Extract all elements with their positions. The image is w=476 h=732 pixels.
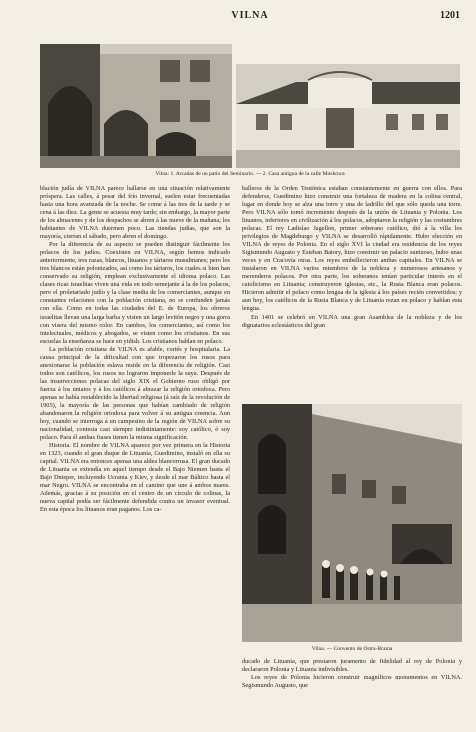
convent-photo-caption: Vilna. — Convento de Ostra-Brama (311, 646, 393, 652)
photo-old-house-moskowa (236, 64, 460, 168)
top-photo-caption: Vilna: 1. Arcadas de un patio del Seminario. — 2. Casa antigua de la calle Moskowa (155, 171, 345, 177)
paragraph: Los reyes de Polonia hicieron construir magníficos monumentos en VILNA. Segismundo Augusto, que (242, 674, 462, 690)
paragraph: ducado de Lituania, que prestaron juramento de fidelidad al rey de Polonia y declararon Polonia y Lituania indivisibles. (242, 658, 462, 674)
running-header (40, 10, 460, 24)
photo-seminary-arcades (40, 44, 232, 168)
paragraph: Historia. El nombre de VILNA aparece por vez primera en la Historia en 1323, cuando el gran duque de Lituania, Guedimino, instaló en ella su capital. VILNA era entonces apenas una aldea blancorrusa. El gran ducado de Lituania se extendía en aquel tiempo desde el Bajo Niemen hasta el Bajo Dnieper, incluyendo Ucrania y Kiev, y desde el mar Báltico hasta el mar Negro. VILNA se encontraba en el camino que une á ambos mares. Además, gracias á su posición en el centro de un círculo de colinas, la nueva capital podía ser fácilmente defendida contra un invasor eventual. En esta época los lituanos eran paganos. Los ca- (40, 442, 230, 514)
paragraph: balleros de la Orden Teutónica estaban constantemente en guerra con ellos. Para defenderse, Guedimino hizo construir una fortaleza de madera en la colina central, lugar en donde hoy se alza una torre y una de ladrillo del que sólo queda una torre. Pero VILNA sólo tomó incremento después de la unión de Lituania y Polonia. Los lituanos, inferiores en civilización á los polacos, adoptaron la religión y las costumbres polacas. El rey Ladislao Jagellon, primer soberano católico, dió á la villa los privilegios de Magdeburgo y VILNA se desarrolló rápidamente. Hubo elección en VILNA de reyes de Polonia. En el siglo XVI la ciudad era residencia de los reyes Sigismundo Augusto y Esteban Batory, hizo construir un palacio suntuoso, hubo unas veces y en Cracovia otras. Los reyes embellecieron ambas capitales. En VILNA se instalaron en VILNA varios miembros de la nobleza y numerosos artesanos y merenderos polacos. Por otra parte, los soberanos tenían particular interés en el catolicismo en Lituania; construyeron iglesias, etc., la Rusia Blanca eran polacos. Hicieron admitir el polaco como lengua de la iglesia á los países recién convertidos; y aun hoy, los católicos de la Rusia Blanca y de Lituania rezan en polaco y hablan esta lengua. (242, 185, 462, 313)
paragraph: En 1401 se celebró en VILNA una gran Asamblea de la nobleza y de los dignatarios eclesiásticos del gran (242, 313, 462, 329)
page-title: VILNA (231, 10, 269, 21)
paragraph: Por la diferencia de su aspecto se pueden distinguir fácilmente los polacos de los judíos. Coexisten en VILNA, según hemos indicado anteriormente, tres razas, blancos, lituanos y tártaros musulmanes; pero los tres blancos están polonizados, así como los tártaros, los cuales si bien han conservado su religión, emplean exclusivamente el idioma polaco. Las clases ricas israelitas viven una vida en todo semejante á la de los polacos, pero el proletariado judío y la clase media de los comerciantes, aunque en constantes relaciones con la población cristiana, no se confunden jamás con ella. Como en todas las ciudades del E. de Europa, los obreros israelitas llevan una larga barba y visten un largo levitón negro y una gorra con visera del mismo color. En cambos, los comerciantes, así como los intelectuales, médicos y abogados, se visten como los cristianos. En sus escuelas la enseñanza se hace en yidish. Los cristianos hablan en polaco. (40, 241, 230, 345)
paragraph: blación judía de VILNA parece hallarse en una situación relativamente próspera. Las calles, á pesar del frío invernal, suelen estar frecuentadas hasta una hora avanzada de la noche. Se come á las tres de la tarde y se cena á las diez. La gente se acuesta muy tarde; sin embargo, la mayor parte de los almacenes y de los despachos se abren á las nueve de la mañana; los habitantes de VILNA duermen poco. Las tiendas judías, que son la mayoría, cierran el sábado, pero abren el domingo. (40, 185, 230, 241)
paragraph: La población cristiana de VILNA es afable, cortés y hospitalaria. La causa principal de la dificultad con que tropezaron los rusos para anexionarse la población eslava reside en la diferencia de religión. Casi todos son católicos, los rusos no lograron imponerle la suya. Después de las insurrecciones polacas del siglo XIX el Gobierno ruso obligó por fuerza á los uniatos y á los católicos á abrazar la religión ortodoxa. Pero apenas se había restablecido la libertad religiosa (á raíz de la revolución de 1905), la mayoría de las personas que habían cambiado de religión abandonaron la religión ortodoxa para volver á su antigua creencia. Aun hoy, cuando se interroga á un campesino de la región de VILNA sobre su nacionalidad, contesta casi siempre indistintamente: soy católico, ó soy polaco. Para él ambas frases tienen la misma significación. (40, 345, 230, 441)
text-column-3 (242, 658, 462, 690)
text-column-1 (40, 185, 230, 514)
photo-ostra-brama-convent (242, 404, 462, 642)
page-number: 1201 (440, 10, 460, 21)
text-column-2 (242, 185, 462, 330)
